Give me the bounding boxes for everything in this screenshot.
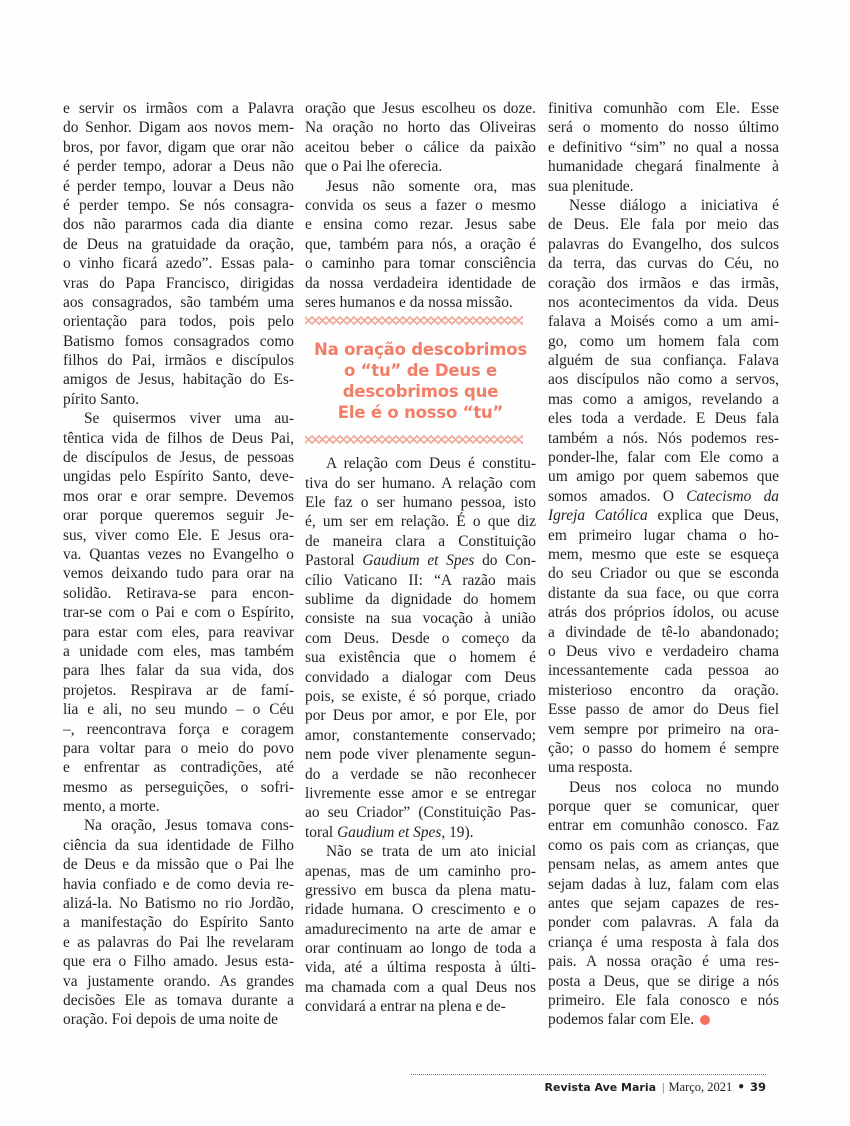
text-line: podemos falar com Ele. [548, 1010, 779, 1029]
text-line: sua existência que o homem é [305, 649, 536, 667]
text-line: em primeiro lugar chama o ho- [548, 526, 779, 544]
text-line: é, um ser em relação. É o que diz [305, 513, 536, 531]
paragraph [63, 409, 294, 816]
text-line: do a verdade se não reconhecer [305, 765, 536, 783]
text-line: nem pode viver plenamente segun- [305, 746, 536, 764]
text-line: pírito Santo. [63, 390, 140, 408]
text-line: oração. Foi depois de uma noite de [63, 1011, 278, 1029]
paragraph [548, 196, 779, 778]
text-line: a unidade com eles, mas também [63, 642, 294, 660]
paragraph [305, 99, 536, 177]
pull-quote-line: o “tu” de Deus e [343, 361, 498, 381]
text-line: vras do Papa Francisco, dirigidas [63, 274, 294, 292]
text-line: ponder-lhe, falar com Ele como a [548, 449, 779, 467]
text-line: com Deus. Desde o começo da [305, 629, 536, 647]
paragraph [548, 99, 779, 196]
text-line: orar porque queremos seguir Je- [63, 507, 294, 525]
text-line: decisões Ele as tomava durante a [63, 991, 294, 1009]
text-line: da terra, das curvas do Céu, no [548, 255, 779, 273]
text-line: falava a Moisés como a um ami- [548, 313, 779, 331]
ornament-divider-bottom [305, 435, 523, 444]
text-line: orar continuam ao longo de toda a [305, 940, 536, 958]
text-line: o Deus vivo e verdadeiro chama [548, 642, 779, 660]
text-line: é perder tempo, louvar a Deus não [63, 177, 294, 195]
text-line: convidado a dialogar com Deus [305, 668, 536, 686]
text-line: convidará a entrar na plena e de- [305, 998, 506, 1016]
text-line: alizá-la. No Batismo no rio Jordão, [63, 895, 294, 913]
text-line: misterioso encontro da oração. [548, 681, 779, 699]
text-line: amor, constantemente conservado; [305, 726, 536, 744]
text-line: apenas, mas de um caminho pro- [305, 862, 536, 880]
text-line: Se quisermos viver uma au- [84, 410, 294, 428]
text-line: o caminho para tomar consciência [305, 255, 536, 273]
end-dot-icon [700, 1015, 710, 1025]
text-line: Jesus não somente ora, mas [326, 177, 536, 195]
text-line: pois, se existe, é só porque, criado [305, 687, 536, 705]
text-line: sua plenitude. [548, 177, 634, 195]
text-line: de Deus. Ele fala por meio das [548, 216, 779, 234]
text-line: trar-se com o Pai e com o Espírito, [63, 604, 294, 622]
text-line: livremente esse amor e se entregar [305, 784, 536, 802]
text-line: Batismo fomos consagrados como [63, 332, 294, 350]
text-line: Deus nos coloca no mundo [569, 778, 779, 796]
issue-date: Março, 2021 [668, 1080, 733, 1094]
text-line: solidão. Retirava-se para encon- [63, 584, 294, 602]
text-line: Na oração, Jesus tomava cons- [84, 817, 294, 835]
page-number: 39 [749, 1080, 766, 1094]
text-line: cílio Vaticano II: “A razão mais [305, 571, 536, 589]
text-line: palavras do Evangelho, dos sulcos [548, 235, 779, 253]
text-line: alguém de sua confiança. Falava [548, 352, 779, 370]
text-line: pensam nelas, as amem antes que [548, 856, 779, 874]
text-line: de discípulos de Jesus, de pessoas [63, 449, 294, 467]
text-line: ponder com palavras. A fala da [548, 914, 779, 932]
text-line: de maneira clara a Constituição [305, 532, 536, 550]
text-line: ungidas pelo Espírito Santo, deve- [63, 468, 294, 486]
text-line: Ele faz o ser humano pessoa, isto [305, 494, 536, 512]
text-line: gressivo em busca da plena matu- [305, 881, 536, 899]
text-line: vem sempre por primeiro na ora- [548, 720, 779, 738]
text-line: havia confiado e de como devia re- [63, 875, 294, 893]
text-line: mem, mesmo que este se esqueça [548, 545, 779, 563]
text-line: é perder tempo. Se nós consagra- [63, 196, 294, 214]
column-2 [305, 99, 536, 1017]
text-line: vemos deixando tudo para orar na [63, 565, 294, 583]
text-line: ciência da sua identidade de Filho [63, 836, 294, 854]
paragraph [305, 177, 536, 313]
text-line: para lhes falar da sua vida, dos [63, 662, 294, 680]
text-line: convida os seus a fazer o mesmo [305, 196, 536, 214]
paragraph [63, 816, 294, 1029]
text-line: como os pais com as crianças, que [548, 836, 779, 854]
text-line: de Deus na gratuidade da oração, [63, 235, 294, 253]
text-line: que o Pai lhe oferecia. [305, 158, 443, 176]
page-footer [545, 1080, 766, 1098]
text-line: somos amados. O Catecismo da [548, 487, 779, 505]
ornament-divider-top [305, 316, 523, 325]
text-line: ridade humana. O crescimento e o [305, 901, 536, 919]
text-line: e enfrentar as contradições, até [63, 759, 294, 777]
text-line: orientação para todos, pois pelo [63, 313, 294, 331]
text-line: humanidade chegará finalmente à [548, 158, 779, 176]
text-line: do Senhor. Digam aos novos mem- [63, 119, 294, 137]
pull-quote-line: Na oração descobrimos [314, 340, 527, 360]
text-line: Nesse diálogo a iniciativa é [569, 196, 779, 214]
column-3 [548, 99, 779, 1030]
text-line: e servir os irmãos com a Palavra [63, 100, 294, 117]
text-line: entrar em comunhão conosco. Faz [548, 817, 779, 835]
text-line: vida, até a última resposta à últi- [305, 959, 536, 977]
text-line: é perder tempo, adorar a Deus não [63, 158, 294, 176]
text-line: filhos do Pai, irmãos e discípulos [63, 352, 294, 370]
pull-quote-line: descobrimos que [342, 382, 499, 402]
text-line: ma chamada com a qual Deus nos [305, 978, 536, 996]
text-line: mos orar e orar sempre. Devemos [63, 487, 294, 505]
text-line: aos consagrados, são também uma [63, 293, 294, 311]
text-line: bros, por favor, digam que orar não [63, 138, 294, 156]
text-line: aceitou beber o cálice da paixão [305, 138, 536, 156]
text-line: porque quer se comunicar, quer [548, 798, 779, 816]
text-line: primeiro. Ele fala conosco e nós [548, 991, 779, 1009]
text-line: pais. A nossa oração é uma res- [548, 953, 779, 971]
text-line: sus, viver como Ele. E Jesus ora- [63, 526, 294, 544]
text-line: atrás dos próprios ídolos, ou acuse [548, 604, 779, 622]
footer-separator: | [662, 1080, 665, 1094]
text-line: tiva do ser humano. A relação com [305, 474, 536, 492]
text-line: criança é uma resposta à fala dos [548, 933, 779, 951]
text-line: o vinho ficará azedo”. Essas pala- [63, 255, 294, 273]
text-line: que, também para nós, a oração é [305, 235, 536, 253]
text-line: toral Gaudium et Spes, 19). [305, 823, 474, 841]
text-line: –, reencontrava força e coragem [63, 720, 294, 738]
text-line: mesmo as perseguições, o sofri- [63, 778, 294, 796]
paragraph [305, 454, 536, 842]
paragraph [63, 99, 294, 409]
text-line: será o momento do nosso último [548, 119, 779, 137]
text-line: de Deus e da missão que o Pai lhe [63, 856, 294, 874]
text-line: nos acontecimentos da vida. Deus [548, 293, 779, 311]
text-line: mas como a amigos, revelando a [548, 390, 779, 408]
text-line: distante da sua face, ou que corra [548, 584, 779, 602]
pull-quote [305, 339, 536, 423]
text-line: e ensina como rezar. Jesus sabe [305, 216, 536, 234]
text-line: mento, a morte. [63, 798, 160, 816]
text-line: a divindade de tê-lo abandonado; [548, 623, 779, 641]
text-line: amadurecimento na arte de amar e [305, 920, 536, 938]
text-line: uma resposta. [548, 759, 633, 777]
bullet-icon: • [737, 1080, 745, 1094]
pull-quote-line: Ele é o nosso “tu” [337, 403, 504, 423]
text-line: ção; o passo do homem é sempre [548, 739, 779, 757]
text-line: por Deus por amor, e por Ele, por [305, 707, 536, 725]
text-line: e as palavras do Pai lhe revelaram [63, 933, 294, 951]
text-line: Na oração no horto das Oliveiras [305, 119, 536, 137]
text-line: finitiva comunhão com Ele. Esse [548, 100, 779, 117]
text-line: sejam dadas à luz, falam com elas [548, 875, 779, 893]
magazine-name: Revista Ave Maria [544, 1081, 657, 1094]
text-line: ao seu Criador” (Constituição Pas- [305, 804, 536, 822]
text-line: va. Quantas vezes no Evangelho o [63, 545, 294, 563]
text-line: aos discípulos não como a servos, [548, 371, 779, 389]
text-line: A relação com Deus é constitu- [326, 455, 536, 473]
text-line: têntica vida de filhos de Deus Pai, [63, 429, 294, 447]
text-line: para voltar para o meio do povo [63, 739, 294, 757]
text-line: do seu Criador ou que se esconda [548, 565, 779, 583]
text-line: antes que sejam capazes de res- [548, 895, 779, 913]
text-line: Pastoral Gaudium et Spes do Con- [305, 552, 536, 570]
text-line: go, como um homem fala com [548, 332, 779, 350]
text-line: para estar com eles, para reavivar [63, 623, 294, 641]
column-2-top [305, 99, 536, 312]
text-line: oração que Jesus escolheu os doze. [305, 100, 536, 117]
text-line: a manifestação do Espírito Santo [63, 914, 294, 932]
footer-dotted-rule [411, 1074, 766, 1075]
text-line: consiste na sua vocação à união [305, 610, 536, 628]
text-line: que era o Filho amado. Jesus esta- [63, 953, 294, 971]
text-line: projetos. Respirava ar de famí- [63, 681, 294, 699]
paragraph [548, 778, 779, 1030]
text-line: Esse passo de amor do Deus fiel [548, 701, 779, 719]
text-line: da nossa verdadeira identidade de [305, 274, 536, 292]
text-line: Não se trata de um ato inicial [326, 843, 536, 861]
text-line: também a nós. Nós podemos res- [548, 429, 779, 447]
text-line: eles toda a verdade. E Deus fala [548, 410, 779, 428]
text-line: um amigo por quem sabemos que [548, 468, 779, 486]
text-line: Igreja Católica explica que Deus, [548, 507, 779, 525]
paragraph [305, 842, 536, 1017]
text-line: lia e ali, no seu mundo – o Céu [63, 701, 294, 719]
column-1 [63, 99, 294, 1030]
text-line: dos não pararmos cada dia diante [63, 216, 294, 234]
text-line: e definitivo “sim” no qual a nossa [548, 138, 779, 156]
text-line: posta a Deus, que se dirige a nós [548, 972, 779, 990]
text-line: coração dos irmãos e das irmãs, [548, 274, 779, 292]
column-2-bottom [305, 454, 536, 1016]
text-line: sublime da dignidade do homem [305, 591, 536, 609]
text-line: va justamente orando. As grandes [63, 972, 294, 990]
text-line: seres humanos e da nossa missão. [305, 293, 513, 311]
text-line: incessantemente cada pessoa ao [548, 662, 779, 680]
text-line: amigos de Jesus, habitação do Es- [63, 371, 294, 389]
